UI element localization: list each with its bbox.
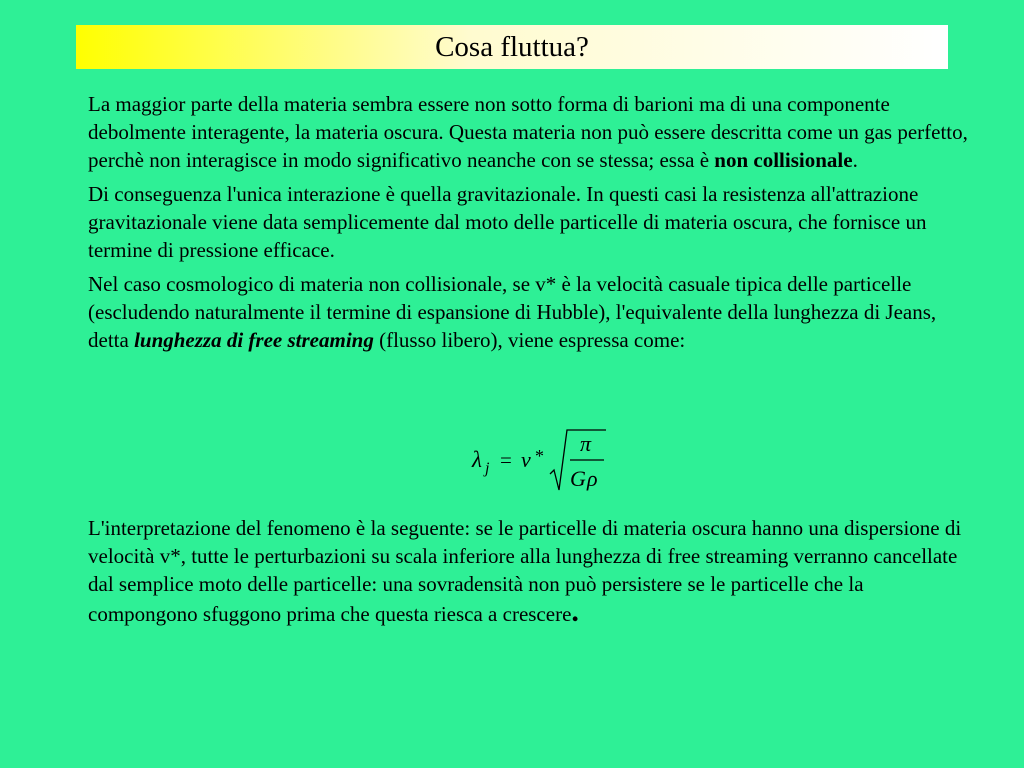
formula-star: * <box>535 446 544 466</box>
formula-lambda: λ <box>472 447 482 472</box>
paragraph-free-streaming-end: (flusso libero), viene espressa come: <box>373 328 686 352</box>
paragraph-gravitational <box>88 180 968 264</box>
formula-subscript: j <box>485 460 490 477</box>
paragraph-interpretation <box>88 514 968 628</box>
paragraph-free-streaming <box>88 270 968 354</box>
slide-title: Cosa fluttua? <box>435 31 589 63</box>
paragraph-free-streaming-text: Nel caso cosmologico di materia non collisionale, se v* è la velocità casuale tipica delle particelle (escludendo naturalmente il termine di espansione di Hubble), l'equivalente della lunghezza di Jeans, detta <box>88 272 937 352</box>
paragraph-dark-matter-bold: non collisionale <box>714 148 853 172</box>
formula-numerator: π <box>580 431 592 456</box>
formula-svg <box>470 426 620 496</box>
slide-title-bar <box>76 25 948 69</box>
free-streaming-formula <box>470 426 620 496</box>
formula-equals: = <box>500 448 512 472</box>
formula-v: v <box>521 447 531 472</box>
paragraph-gravitational-text: Di conseguenza l'unica interazione è quella gravitazionale. In questi casi la resistenza all'attrazione gravitazionale viene data semplicemente dal moto delle particelle di materia oscura, che fornisce un termine di pressione efficace. <box>88 182 927 262</box>
formula-denominator-g: G <box>570 466 586 491</box>
slide-body <box>88 90 968 360</box>
paragraph-dark-matter-text: La maggior parte della materia sembra essere non sotto forma di barioni ma di una componente debolmente interagente, la materia oscura. Questa materia non può essere descritta come un gas perfetto, perchè non interagisce in modo significativo neanche con se stessa; essa è <box>88 92 968 172</box>
paragraph-dark-matter-end: . <box>852 148 858 172</box>
paragraph-free-streaming-emph: lunghezza di free streaming <box>134 328 374 352</box>
paragraph-interpretation-text: L'interpretazione del fenomeno è la seguente: se le particelle di materia oscura hanno una dispersione di velocità v*, tutte le perturbazioni su scala inferiore alla lunghezza di free streaming verranno cancellate dal semplice moto delle particelle: una sovradensità non può persistere se le particelle che la compongono sfuggono prima che questa riesca a crescere <box>88 516 962 626</box>
formula-denominator-rho: ρ <box>587 466 598 491</box>
paragraph-dark-matter <box>88 90 968 174</box>
paragraph-interpretation-end: . <box>571 595 579 628</box>
